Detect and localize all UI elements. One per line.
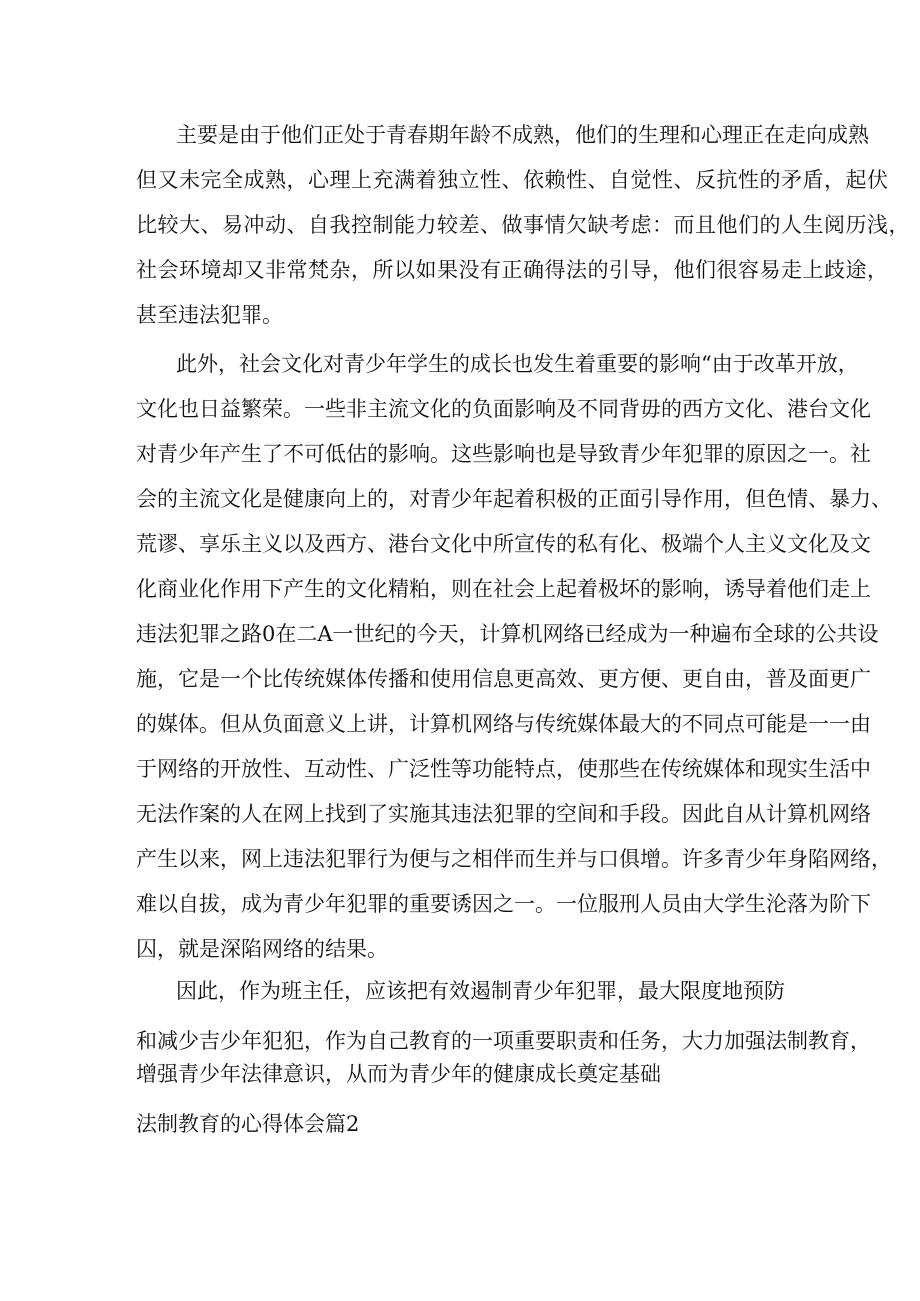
paragraph-line: 但又未完全成熟，心理上充满着独立性、依赖性、自觉性、反抗性的矛盾，起伏 — [136, 168, 889, 192]
paragraph-line: 施，它是一个比传统媒体传播和使用信息更高效、更方便、更自由，普及面更广 — [136, 667, 871, 691]
paragraph-line: 因此，作为班主任，应该把有效遏制青少年犯罪，最大限度地预防 — [176, 979, 785, 1003]
section-heading: 法制教育的心得体会篇2 — [136, 1112, 360, 1136]
paragraph-line: 违法犯罪之路0在二A一世纪的今天，计算机网络已经成为一种遍布全球的公共设 — [136, 622, 879, 646]
paragraph-line: 比较大、易冲动、自我控制能力较差、做事情欠缺考虑：而且他们的人生阅历浅， — [136, 213, 910, 237]
paragraph-line: 此外，社会文化对青少年学生的成长也发生着重要的影响“由于改革开放， — [176, 352, 859, 376]
paragraph-line: 于网络的开放性、互动性、广泛性等功能特点，使那些在传统媒体和现实生活中 — [136, 757, 871, 781]
paragraph-line: 甚至违法犯罪。 — [136, 303, 283, 327]
paragraph-line: 增强青少年法律意识，从而为青少年的健康成长奠定基础 — [136, 1062, 661, 1086]
paragraph-line: 社会环境却又非常梵杂，所以如果没有正确得法的引导，他们很容易走上歧途， — [136, 258, 889, 282]
paragraph-line: 化商业化作用下产生的文化精粕，则在社会上起着极坏的影响，诱导着他们走上 — [136, 577, 871, 601]
paragraph-line: 对青少年产生了不可低估的影响。这些影响也是导致青少年犯罪的原因之一。社 — [136, 442, 871, 466]
paragraph-line: 荒谬、享乐主义以及西方、港台文化中所宣传的私有化、极端个人主义文化及文 — [136, 532, 871, 556]
paragraph-line: 和减少吉少年犯犯，作为自己教育的一项重要职责和任务，大力加强法制教育， — [136, 1029, 871, 1053]
paragraph-line: 难以自拔，成为青少年犯罪的重要诱因之一。一位服刑人员由大学生沦落为阶下 — [136, 892, 871, 916]
paragraph-line: 产生以来，网上违法犯罪行为便与之相伴而生并与口俱增。许多青少年身陷网络， — [136, 847, 892, 871]
paragraph-line: 文化也日益繁荣。一些非主流文化的负面影响及不同背毋的西方文化、港台文化 — [136, 397, 871, 421]
paragraph-line: 的媒体。但从负面意义上讲，计算机网络与传统媒体最大的不同点可能是一一由 — [136, 712, 871, 736]
paragraph-line: 囚，就是深陷网络的结果。 — [136, 937, 388, 961]
paragraph-line: 主要是由于他们正处于青春期年龄不成熟，他们的生理和心理正在走向成熟 — [176, 123, 869, 147]
paragraph-line: 无法作案的人在网上找到了实施其违法犯罪的空间和手段。因此自从计算机网络 — [136, 802, 871, 826]
paragraph-line: 会的主流文化是健康向上的，对青少年起着积极的正面引导作用，但色情、暴力、 — [136, 487, 892, 511]
